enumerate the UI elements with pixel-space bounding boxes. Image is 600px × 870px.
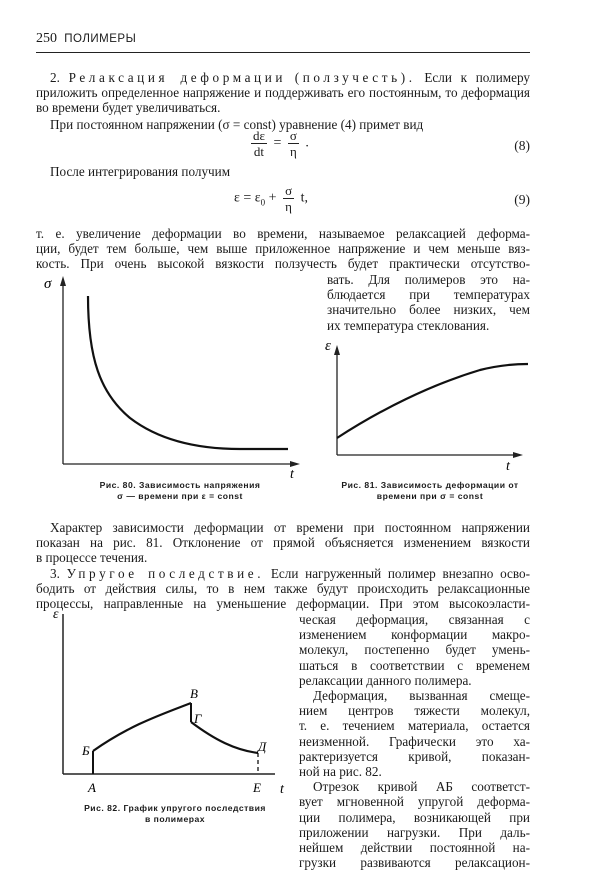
text-line: рактеризуется кривой, показан- <box>299 748 530 764</box>
text-line: их температура стеклования. <box>327 317 490 333</box>
section-heading-paren: (ползучесть). <box>294 70 416 85</box>
page-number: 250 <box>36 31 57 46</box>
text-line: грузки развиваются релаксацион- <box>299 855 530 870</box>
eq-denominator: η <box>289 144 297 159</box>
eq-subscript: 0 <box>260 197 266 208</box>
running-title: ПОЛИМЕРЫ <box>64 33 137 45</box>
eq-denominator: η <box>285 199 292 214</box>
section-heading: Упругое последствие. <box>66 566 265 581</box>
eq-numerator: dε <box>253 128 265 143</box>
text-line: нием центров тяжести молекул, <box>299 703 530 719</box>
eq-numerator: σ <box>289 128 297 143</box>
caption-line: Рис. 81. Зависимость деформации от <box>341 480 519 490</box>
text-line: молекул, постепенно будет умень- <box>299 642 530 658</box>
figure-80-caption <box>70 480 290 502</box>
text-line: т. е. увеличение деформации во времени, называемое релаксацией деформа- <box>36 226 530 241</box>
eq-denominator: dt <box>253 144 265 159</box>
text-line: ной на рис. 82. <box>299 764 382 780</box>
text: Характер зависимости деформации от времени при постоянном напряжении <box>50 520 530 535</box>
text-line: Деформация, вызванная смеще- <box>313 688 530 704</box>
figure-80-chart <box>30 268 310 478</box>
x-axis-label: t <box>290 467 294 478</box>
text-line: кость. При очень высокой вязкости ползучесть будет практически отсутство- <box>36 256 530 272</box>
caption-line: Рис. 80. Зависимость напряжения <box>99 480 261 490</box>
text-line: ческая деформация, связанная с <box>299 612 530 627</box>
section-2 <box>36 70 530 132</box>
eq-lhs: ε = ε <box>234 190 261 206</box>
body-text: При постоянном напряжении (σ = const) уравнение (4) примет вид <box>50 116 424 132</box>
text-line: Отрезок кривой АБ соответст- <box>313 779 530 795</box>
caption-line: Рис. 82. График упругого последствия <box>84 803 266 813</box>
text-line: нейшем действии постоянной на- <box>299 840 530 856</box>
text-line: вует мгновенной упругой деформа- <box>299 794 530 810</box>
caption-line: σ — времени при ε = const <box>117 491 243 501</box>
equation-label: (8) <box>514 138 530 153</box>
eq-numerator: σ <box>285 183 293 198</box>
equation-8 <box>36 128 530 162</box>
body-paragraph <box>36 520 530 566</box>
section-number: 2. <box>50 70 60 85</box>
point-label-v: В <box>190 686 198 701</box>
running-header <box>36 30 530 53</box>
section-number: 3. <box>50 566 60 581</box>
point-label-d: Д <box>258 739 267 754</box>
text-line: ции, будет тем больше, чем выше приложенное напряжение и чем меньше вяз- <box>36 241 530 257</box>
y-axis-label: ε <box>325 338 331 354</box>
text-line: вать. Для полимеров это на- <box>327 272 530 287</box>
y-axis-label: ε <box>53 607 59 622</box>
text-line <box>36 520 530 535</box>
point-label-e: Е <box>253 780 261 795</box>
y-axis-label: σ <box>44 276 52 292</box>
text-line: ции полимера, возникающей при <box>299 809 530 825</box>
body-text: После интегрирования получим <box>50 164 231 179</box>
point-label-b: Б <box>82 743 90 758</box>
eq-tail: t, <box>300 190 308 206</box>
figure-81-caption <box>325 480 535 502</box>
text-line: релаксации данного полимера. <box>299 672 472 688</box>
text-line: в процессе течения. <box>36 550 148 566</box>
figure-82-chart <box>40 600 300 795</box>
side-text <box>327 272 530 333</box>
side-text <box>299 612 530 870</box>
point-label-a: А <box>88 780 96 795</box>
text: Если нагруженный полимер внезапно осво- <box>270 566 531 581</box>
text-line: бодить от действия силы, то в нем также будут происходить релаксационные <box>36 581 530 597</box>
x-axis-label: t <box>280 782 284 795</box>
point-label-g: Г <box>194 711 202 726</box>
x-axis-label: t <box>506 459 510 474</box>
figure-82-caption <box>55 803 295 825</box>
equation-9 <box>36 183 530 219</box>
caption-line: в полимерах <box>144 814 206 824</box>
eq-tail: . <box>305 135 309 151</box>
text-line: приложении нагрузки. При даль- <box>299 824 530 840</box>
text-line <box>36 566 530 581</box>
text-line: блюдается при температурах <box>327 287 530 303</box>
text-line: показан на рис. 81. Отклонение от прямой объясняется изменением вязкости <box>36 535 530 551</box>
text-line: неизменной. Графически это ха- <box>299 733 530 749</box>
text-line: процессы, направленные на уменьшение деформации. При этом высокоэласти- <box>36 596 530 612</box>
text-line: значительно более низких, чем <box>327 302 530 318</box>
body-text: Если к полимеру приложить определенное напряжение и поддерживать его постоянным, то деформация во времени будет увеличиваться. <box>36 70 531 116</box>
text-line: изменением конформации макро- <box>299 627 530 643</box>
equation-label: (9) <box>514 192 530 207</box>
figure-81-chart <box>320 330 550 475</box>
eq-equals: = <box>273 135 282 151</box>
section-heading: Релаксация деформации <box>68 70 287 85</box>
section-2-paragraph <box>36 70 530 116</box>
caption-line: времени при σ = const <box>376 491 484 501</box>
body-paragraph <box>36 226 530 272</box>
text-line: т. е. течением материала, остается <box>299 718 530 734</box>
text-line: шаться в соответствии с временем <box>299 657 530 673</box>
eq-plus: + <box>268 190 277 206</box>
